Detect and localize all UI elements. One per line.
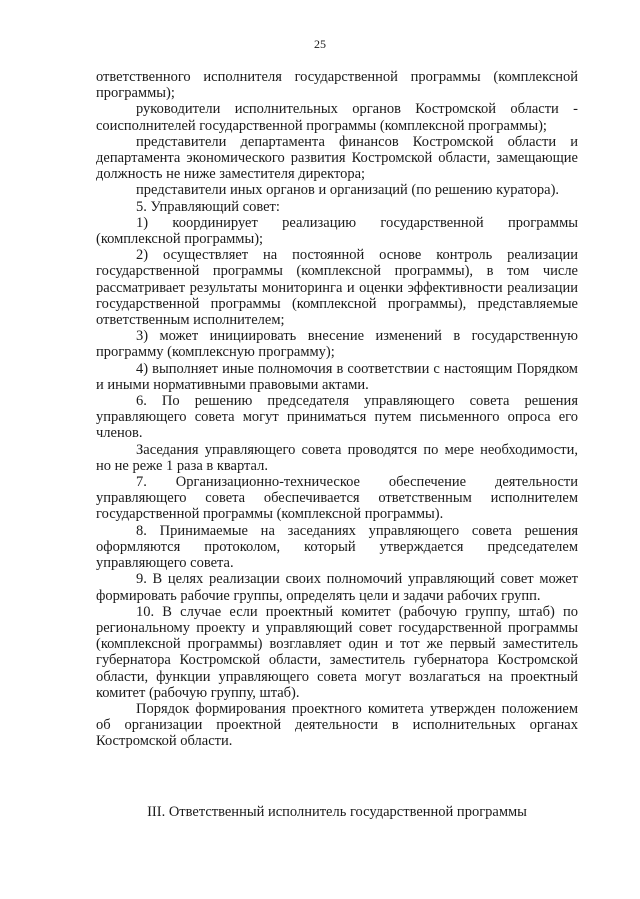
paragraph-2: руководители исполнительных органов Костромской области - соисполнителей государственной программы (комплексной программы); xyxy=(96,101,578,134)
paragraph-11: Заседания управляющего совета проводятся по мере необходимости, но не реже 1 раза в квартал. xyxy=(96,441,578,474)
paragraph-6: 1) координирует реализацию государственной программы (комплексной программы); xyxy=(96,214,578,248)
paragraph-12: 7. Организационно-техническое обеспечение деятельности управляющего совета обеспечивается ответственным исполнителем государственной программы (комплексной программы). xyxy=(96,474,578,523)
paragraph-7: 2) осуществляет на постоянной основе контроль реализации государственной программы (комплексной программы), в том числе рассматривает результаты мониторинга и оценки эффективности реализации государственной программы (комплексной программы), представляемые ответственным исполнителем; xyxy=(96,247,578,329)
page-number: 25 xyxy=(314,37,326,51)
paragraph-10: 6. По решению председателя управляющего совета решения управляющего совета могут приниматься путем письменного опроса его членов. xyxy=(96,393,578,442)
paragraph-1: ответственного исполнителя государственной программы (комплексной программы); xyxy=(96,69,578,102)
document-body xyxy=(96,69,578,750)
paragraph-9: 4) выполняет иные полномочия в соответствии с настоящим Порядком и иными нормативными правовыми актами. xyxy=(96,360,578,393)
paragraph-4: представители иных органов и организаций (по решению куратора). xyxy=(136,182,560,199)
paragraph-13: 8. Принимаемые на заседаниях управляющего совета решения оформляются протоколом, который утверждается председателем управляющего совета. xyxy=(96,522,578,572)
paragraph-5: 5. Управляющий совет: xyxy=(136,198,280,215)
paragraph-3: представители департамента финансов Костромской области и департамента экономического развития Костромской области, замещающие должность не ниже заместителя директора; xyxy=(96,133,578,183)
paragraph-15: 10. В случае если проектный комитет (рабочую группу, штаб) по региональному проекту и управляющий совет государственной программы (комплексной программы) возглавляет один и тот же первый заместитель губернатора Костромской области, заместитель губернатора Костромской области, функции управляющего совета могут возлагаться на проектный комитет (рабочую группу, штаб). xyxy=(96,603,578,701)
paragraph-16: Порядок формирования проектного комитета утвержден положением об организации проектной деятельности в исполнительных органах Костромской области. xyxy=(96,700,578,750)
paragraph-14: 9. В целях реализации своих полномочий управляющий совет может формировать рабочие группы, определять цели и задачи рабочих групп. xyxy=(96,571,578,604)
section-heading: III. Ответственный исполнитель государственной программы xyxy=(147,804,527,820)
paragraph-8: 3) может инициировать внесение изменений в государственную программу (комплексную программу); xyxy=(96,328,578,361)
